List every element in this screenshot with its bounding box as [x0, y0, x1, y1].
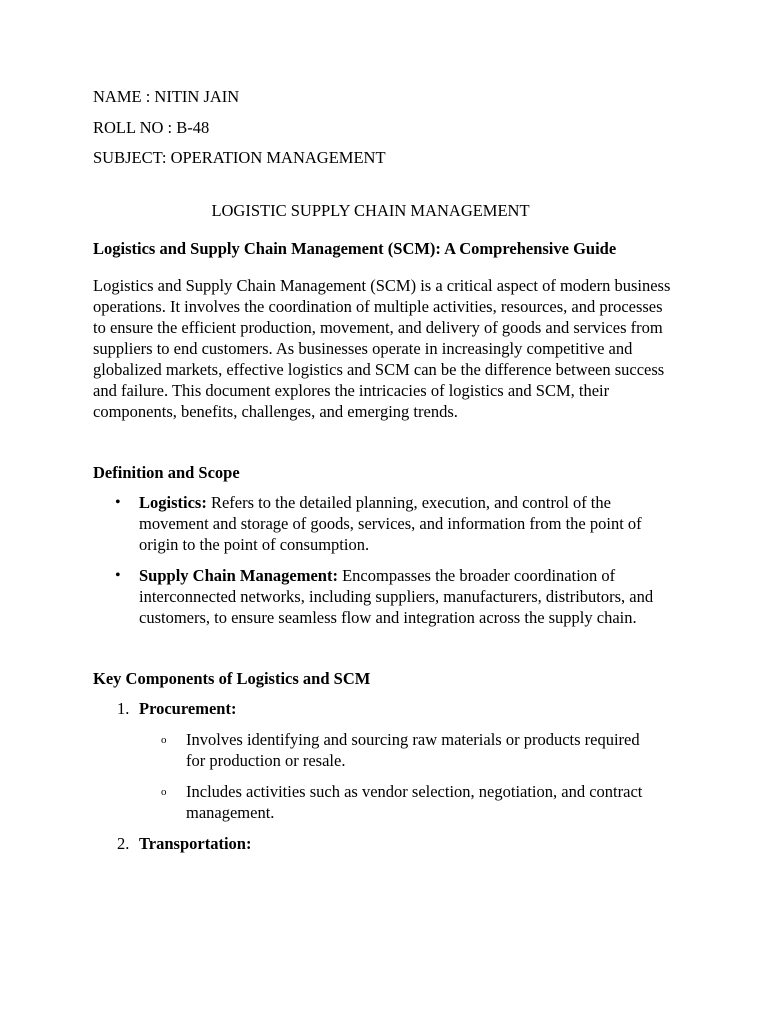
definition-item-logistics	[93, 492, 679, 555]
definition-term: Logistics:	[139, 493, 207, 512]
list-item	[139, 781, 656, 823]
point-text: Involves identifying and sourcing raw materials or products required for production or resale.	[186, 730, 640, 770]
definition-item-scm	[93, 565, 679, 628]
list-number: 2.	[117, 834, 130, 853]
sub-bullet-icon: o	[161, 734, 167, 746]
definition-text: Refers to the detailed planning, execution, and control of the movement and storage of goods, services, and information from the point of origin to the point of consumption.	[139, 493, 642, 554]
document-subtitle: Logistics and Supply Chain Management (SCM): A Comprehensive Guide	[93, 238, 617, 258]
list-item	[139, 729, 656, 771]
definition-text: Encompasses the broader coordination of interconnected networks, including suppliers, manufacturers, distributors, and customers, to ensure seamless flow and integration across the supply chain.	[139, 566, 654, 627]
component-title: Procurement:	[139, 699, 237, 718]
roll-number: ROLL NO : B-48	[93, 117, 210, 137]
intro-paragraph: Logistics and Supply Chain Management (SCM) is a critical aspect of modern business operations. It involves the coordination of multiple activities, resources, and processes to ensure the efficient production, movement, and delivery of goods and services from suppliers to end customers. As businesses operate in increasingly competitive and globalized markets, effective logistics and SCM can be the difference between success and failure. This document explores the intricacies of logistics and SCM, their components, benefits, challenges, and emerging trends.	[93, 276, 671, 421]
bullet-icon: •	[115, 494, 121, 511]
sub-bullet-icon: o	[161, 786, 167, 798]
definition-list	[93, 492, 683, 628]
bullet-icon: •	[115, 567, 121, 584]
procurement-points	[139, 729, 683, 823]
definition-term: Supply Chain Management:	[139, 566, 338, 585]
student-name: NAME : NITIN JAIN	[93, 87, 240, 106]
component-item-transportation	[93, 833, 683, 854]
components-list	[93, 698, 683, 854]
point-text: Includes activities such as vendor selection, negotiation, and contract management.	[186, 782, 643, 822]
subject-line: SUBJECT: OPERATION MANAGEMENT	[93, 148, 386, 167]
list-number: 1.	[117, 699, 130, 718]
components-heading: Key Components of Logistics and SCM	[93, 669, 371, 688]
document-title: LOGISTIC SUPPLY CHAIN MANAGEMENT	[211, 201, 530, 220]
component-item-procurement	[93, 698, 683, 823]
component-title: Transportation:	[139, 834, 252, 853]
document-page	[93, 86, 683, 864]
definition-heading: Definition and Scope	[93, 463, 240, 482]
